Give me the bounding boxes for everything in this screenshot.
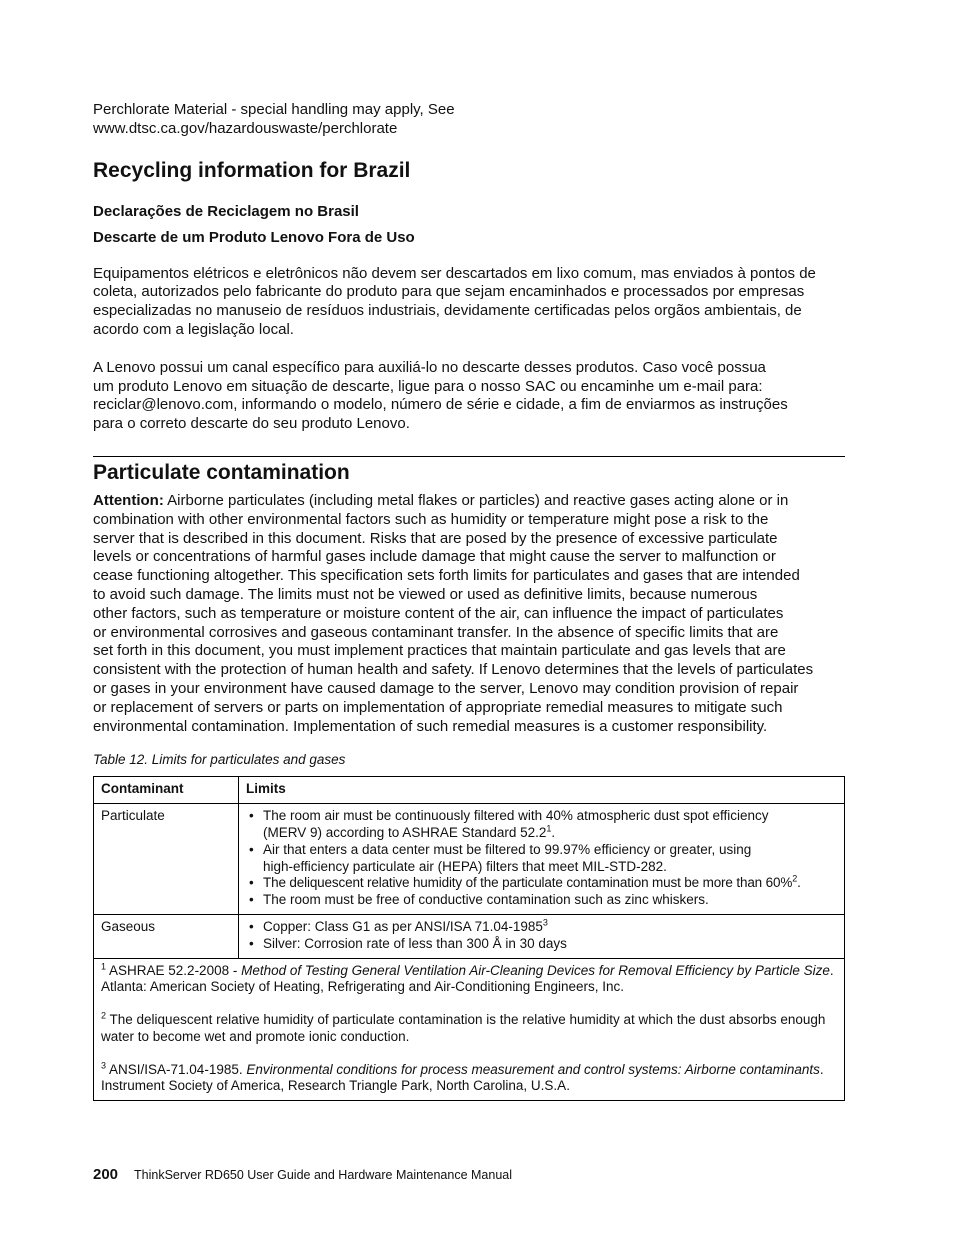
attention-line: or gases in your environment have caused damage to the server, Lenovo may condition provision of repair: [93, 679, 799, 697]
page-content: [93, 101, 845, 1101]
bullet-text: Copper: Class G1 as per ANSI/ISA 71.04-1985: [263, 918, 543, 934]
list-item: [246, 892, 837, 909]
heading-recycling-brazil: Recycling information for Brazil: [93, 158, 411, 182]
brazil-paragraph-1: [93, 265, 845, 340]
list-item: [246, 808, 837, 842]
attention-line: to avoid such damage. The limits must not be viewed or used as definitive limits, because numerous: [93, 585, 758, 603]
bullet-text: The room air must be continuously filtered with 40% atmospheric dust spot efficiency: [263, 808, 769, 824]
limits-table: [93, 776, 845, 1101]
bullet-text: Air that enters a data center must be filtered to 99.97% efficiency or greater, using: [263, 841, 752, 857]
list-item: [246, 842, 837, 876]
footnote-text: . Instrument Society of America, Research Triangle Park, North Carolina, U.S.A.: [101, 1061, 824, 1094]
table-header-row: [94, 777, 845, 804]
footnote-2: [101, 1012, 837, 1046]
section-divider: [93, 456, 845, 457]
bullet-text: .: [551, 824, 556, 840]
attention-paragraph: [93, 492, 845, 736]
attention-line: or environmental corrosives and gaseous contaminant transfer. In the absence of specific limits that are: [93, 623, 779, 641]
subheading-declaracoes: Declarações de Reciclagem no Brasil: [93, 202, 359, 220]
row-label-particulate: Particulate: [94, 804, 239, 915]
footnote-title: Method of Testing General Ventilation Air-Cleaning Devices for Removal Efficiency by Particle Size: [241, 962, 830, 978]
footnote-number: 3: [101, 1060, 107, 1071]
attention-line: server that is described in this document. Risks that are posed by the presence of excessive particulate: [93, 529, 778, 547]
attention-line: environmental contamination. Implementation of such remedial measures is a customer responsibility.: [93, 717, 768, 735]
footnote-ref: 2: [792, 873, 798, 884]
attention-line: levels or concentrations of harmful gases include damage that might cause the server to malfunction or: [93, 548, 776, 566]
list-item: [246, 875, 837, 892]
header-contaminant: Contaminant: [94, 777, 239, 804]
footnote-3: [101, 1062, 837, 1096]
subheading-descarte: Descarte de um Produto Lenovo Fora de Uso: [93, 228, 415, 246]
brazil-p2-line: A Lenovo possui um canal específico para auxiliá-lo no descarte desses produtos. Caso você possua: [93, 358, 766, 376]
perchlorate-url: www.dtsc.ca.gov/hazardouswaste/perchlorate: [93, 119, 398, 137]
brazil-paragraph-2: [93, 359, 845, 434]
row-label-gaseous: Gaseous: [94, 914, 239, 958]
table-footnotes: [94, 958, 845, 1101]
brazil-p1-line: coleta, autorizados pelo fabricante do produto para que sejam encaminhados e processados por empresas: [93, 283, 805, 301]
particulate-limits: [239, 804, 845, 915]
brazil-p1-line: Equipamentos elétricos e eletrônicos não devem ser descartados em lixo comum, mas enviados à pontos de: [93, 264, 816, 282]
footnote-title: Environmental conditions for process measurement and control systems: Airborne contaminants: [246, 1061, 820, 1077]
table-caption: Table 12. Limits for particulates and gases: [93, 752, 346, 768]
brazil-p2-line: para o correto descarte do seu produto Lenovo.: [93, 415, 410, 433]
gaseous-limits: [239, 914, 845, 958]
brazil-p1-line: especializadas no manuseio de resíduos industriais, devidamente certificadas pelos orgãos ambientais, de: [93, 302, 802, 320]
brazil-p1-line: acordo com a legislação local.: [93, 320, 294, 338]
bullet-text: (MERV 9) according to ASHRAE Standard 52.2: [263, 824, 547, 840]
attention-line: combination with other environmental factors such as humidity or temperature might pose a risk to the: [93, 510, 769, 528]
gaseous-limits-list: [246, 919, 837, 953]
list-item: [246, 936, 837, 953]
footnote-ref: 3: [542, 917, 548, 928]
attention-line: Airborne particulates (including metal flakes or particles) and reactive gases acting alone or in: [163, 491, 789, 509]
footnote-text: ANSI/ISA-71.04-1985.: [106, 1061, 247, 1077]
attention-line: or replacement of servers or parts on implementation of appropriate remedial measures to mitigate such: [93, 698, 783, 716]
bullet-text: The room must be free of conductive contamination such as zinc whiskers.: [263, 892, 709, 908]
attention-label: Attention:: [93, 491, 164, 509]
perchlorate-line-1: Perchlorate Material - special handling may apply, See: [93, 101, 455, 118]
attention-line: consistent with the protection of human health and safety. If Lenovo determines that the levels of particulates: [93, 661, 814, 679]
brazil-p2-line: um produto Lenovo em situação de descarte, ligue para o nosso SAC ou encaminhe um e-mail para:: [93, 377, 763, 395]
footnote-text: ASHRAE 52.2-2008 -: [106, 962, 242, 978]
brazil-p2-line: reciclar@lenovo.com, informando o modelo, número de série e cidade, a fim de enviarmos as instruções: [93, 396, 788, 414]
bullet-text: Silver: Corrosion rate of less than 300 Å in 30 days: [263, 935, 567, 951]
heading-particulate-contamination: Particulate contamination: [93, 460, 350, 484]
footnote-text: . Atlanta: American Society of Heating, Refrigerating and Air-Conditioning Engineers, Inc.: [101, 962, 834, 995]
footnote-number: 2: [101, 1010, 107, 1021]
bullet-text: high-efficiency particulate air (HEPA) filters that meet MIL-STD-282.: [263, 858, 667, 874]
attention-line: cease functioning altogether. This specification sets forth limits for particulates and gases that are intended: [93, 567, 800, 585]
table-row: [94, 804, 845, 915]
attention-line: set forth in this document, you must implement practices that maintain particulate and gas levels that are: [93, 642, 786, 660]
table-footnotes-row: [94, 958, 845, 1101]
header-limits: Limits: [239, 777, 845, 804]
list-item: [246, 919, 837, 936]
footnote-1: [101, 963, 837, 997]
footnote-text: The deliquescent relative humidity of particulate contamination is the relative humidity at which the dust absorbs enough water to become wet and promote ionic conduction.: [101, 1012, 826, 1044]
footnote-number: 1: [101, 961, 107, 971]
manual-title: ThinkServer RD650 User Guide and Hardware Maintenance Manual: [134, 1168, 512, 1182]
bullet-text: The deliquescent relative humidity of the particulate contamination must be more than 60%: [263, 875, 793, 891]
perchlorate-note: [93, 101, 845, 139]
page-number: 200: [93, 1166, 119, 1183]
table-row: [94, 914, 845, 958]
bullet-text: .: [797, 875, 801, 891]
page-footer: [93, 1166, 512, 1183]
attention-line: other factors, such as temperature or moisture content of the air, can influence the impact of particulates: [93, 604, 784, 622]
footnote-ref: 1: [546, 823, 552, 834]
particulate-limits-list: [246, 808, 837, 909]
